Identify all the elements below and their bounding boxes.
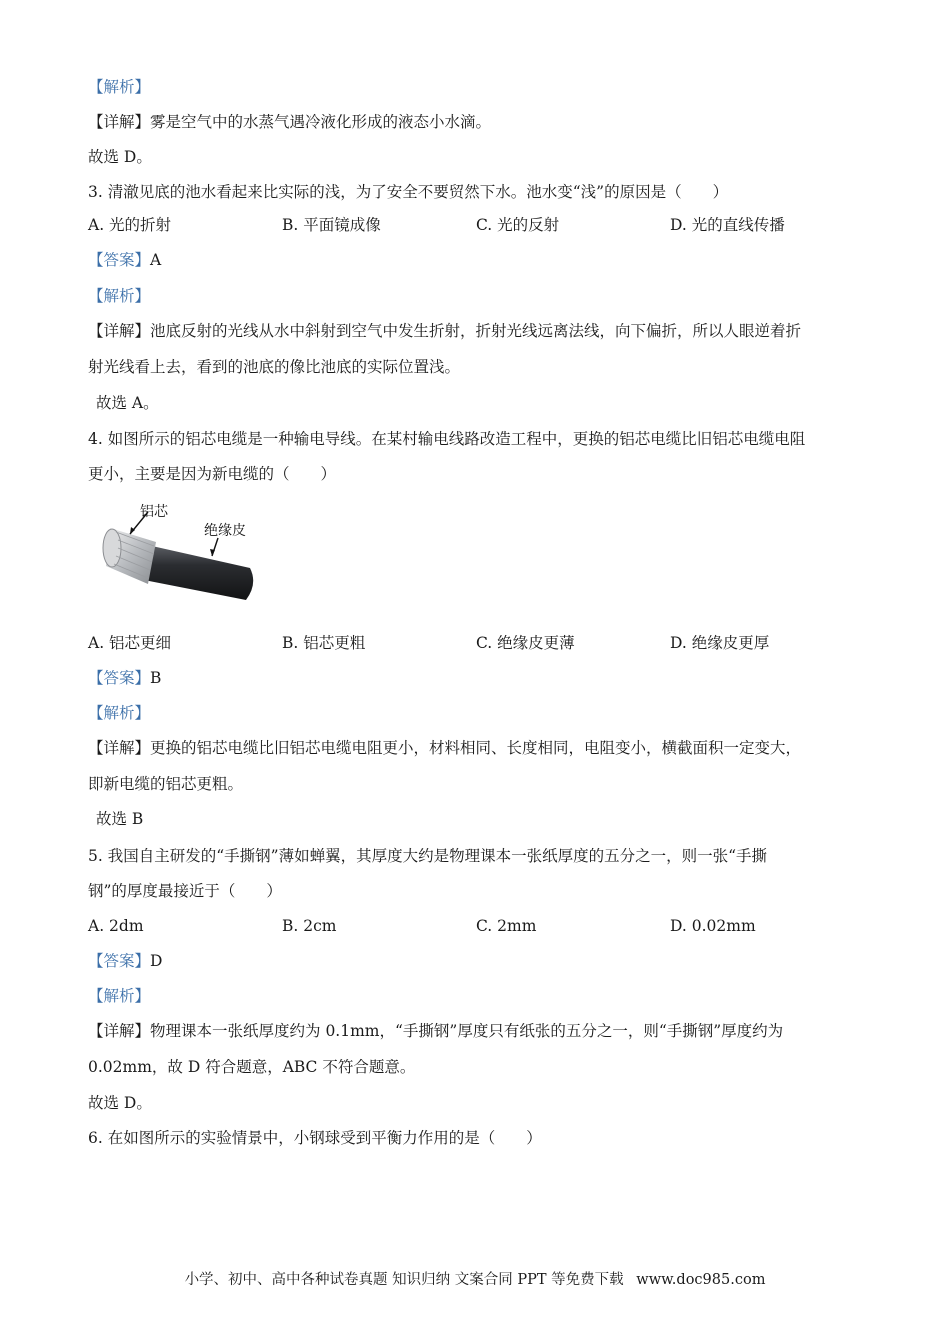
option-b: B. 铝芯更粗: [282, 634, 366, 652]
detail-tag: 【详解】: [88, 1022, 151, 1040]
detail-text: 更换的铝芯电缆比旧铝芯电缆电阻更小，材料相同、长度相同，电阻变小，横截面积一定变大，: [150, 739, 802, 757]
page-footer: [0, 1268, 950, 1289]
detail-text-continued: 即新电缆的铝芯更粗。: [88, 775, 244, 793]
option-b: B. 2cm: [282, 917, 337, 935]
aluminum-cable-figure: [100, 498, 260, 604]
option-d: D. 绝缘皮更厚: [670, 634, 770, 652]
question-4-options: [88, 632, 868, 654]
option-a: A. 铝芯更细: [88, 634, 172, 652]
answer-value: A: [150, 251, 162, 269]
question-3-stem: 3. 清澈见底的池水看起来比实际的浅，为了安全不要贸然下水。池水变“浅”的原因是（ ）: [88, 183, 729, 201]
answer-line: [88, 667, 161, 689]
question-4-stem-continued: 更小，主要是因为新电缆的（ ）: [88, 465, 337, 483]
label-core: 铝芯: [140, 504, 168, 520]
detail-paragraph: [88, 737, 801, 759]
option-d: D. 光的直线传播: [670, 216, 785, 234]
answer-tag: 【答案】: [88, 952, 151, 970]
detail-paragraph: [88, 111, 491, 133]
question-3-options: [88, 214, 868, 236]
answer-line: [88, 950, 162, 972]
detail-text-continued: 0.02mm，故 D 符合题意，ABC 不符合题意。: [88, 1058, 416, 1076]
option-d: D. 0.02mm: [670, 917, 756, 935]
footer-url[interactable]: www.doc985.com: [636, 1272, 766, 1288]
footer-text: 小学、初中、高中各种试卷真题 知识归纳 文案合同 PPT 等免费下载: [184, 1272, 624, 1288]
analysis-tag: 【解析】: [88, 987, 151, 1005]
conclusion: 故选 D。: [88, 148, 152, 166]
label-insulation: 绝缘皮: [204, 523, 246, 539]
option-a: A. 光的折射: [88, 216, 172, 234]
answer-line: [88, 249, 161, 271]
analysis-tag: 【解析】: [88, 704, 151, 722]
option-b: B. 平面镜成像: [282, 216, 381, 234]
answer-tag: 【答案】: [88, 669, 151, 687]
insulation-sheath: [144, 546, 253, 600]
detail-paragraph: [88, 320, 801, 342]
detail-text: 池底反射的光线从水中斜射到空气中发生折射，折射光线远离法线，向下偏折，所以人眼逆着折: [150, 322, 802, 340]
option-c: C. 2mm: [476, 917, 537, 935]
analysis-tag: 【解析】: [88, 78, 151, 96]
option-a: A. 2dm: [88, 917, 144, 935]
detail-text-continued: 射光线看上去，看到的池底的像比池底的实际位置浅。: [88, 358, 461, 376]
detail-text: 雾是空气中的水蒸气遇冷液化形成的液态小水滴。: [150, 113, 492, 131]
answer-value: D: [150, 952, 163, 970]
conclusion: 故选 A。: [96, 394, 159, 412]
analysis-tag: 【解析】: [88, 287, 151, 305]
detail-tag: 【详解】: [88, 739, 151, 757]
detail-tag: 【详解】: [88, 322, 151, 340]
option-c: C. 绝缘皮更薄: [476, 634, 575, 652]
question-5-options: [88, 915, 868, 937]
question-5-stem-continued: 钢”的厚度最接近于（ ）: [88, 882, 282, 900]
question-6-stem: 6. 在如图所示的实验情景中，小钢球受到平衡力作用的是（ ）: [88, 1129, 542, 1147]
detail-text: 物理课本一张纸厚度约为 0.1mm，“手撕钢”厚度只有纸张的五分之一，则“手撕钢”厚度约为: [150, 1022, 784, 1040]
answer-value: B: [150, 669, 162, 687]
detail-paragraph: [88, 1020, 783, 1042]
question-5-stem: 5. 我国自主研发的“手撕钢”薄如蝉翼，其厚度大约是物理课本一张纸厚度的五分之一，则一张“手撕: [88, 847, 767, 865]
answer-tag: 【答案】: [88, 251, 151, 269]
question-4-stem: 4. 如图所示的铝芯电缆是一种输电导线。在某村输电线路改造工程中，更换的铝芯电缆比旧铝芯电缆电阻: [88, 430, 806, 448]
insulation-arrowhead: [210, 549, 215, 556]
conclusion: 故选 D。: [88, 1094, 152, 1112]
option-c: C. 光的反射: [476, 216, 560, 234]
detail-tag: 【详解】: [88, 113, 151, 131]
conclusion: 故选 B: [96, 810, 144, 828]
